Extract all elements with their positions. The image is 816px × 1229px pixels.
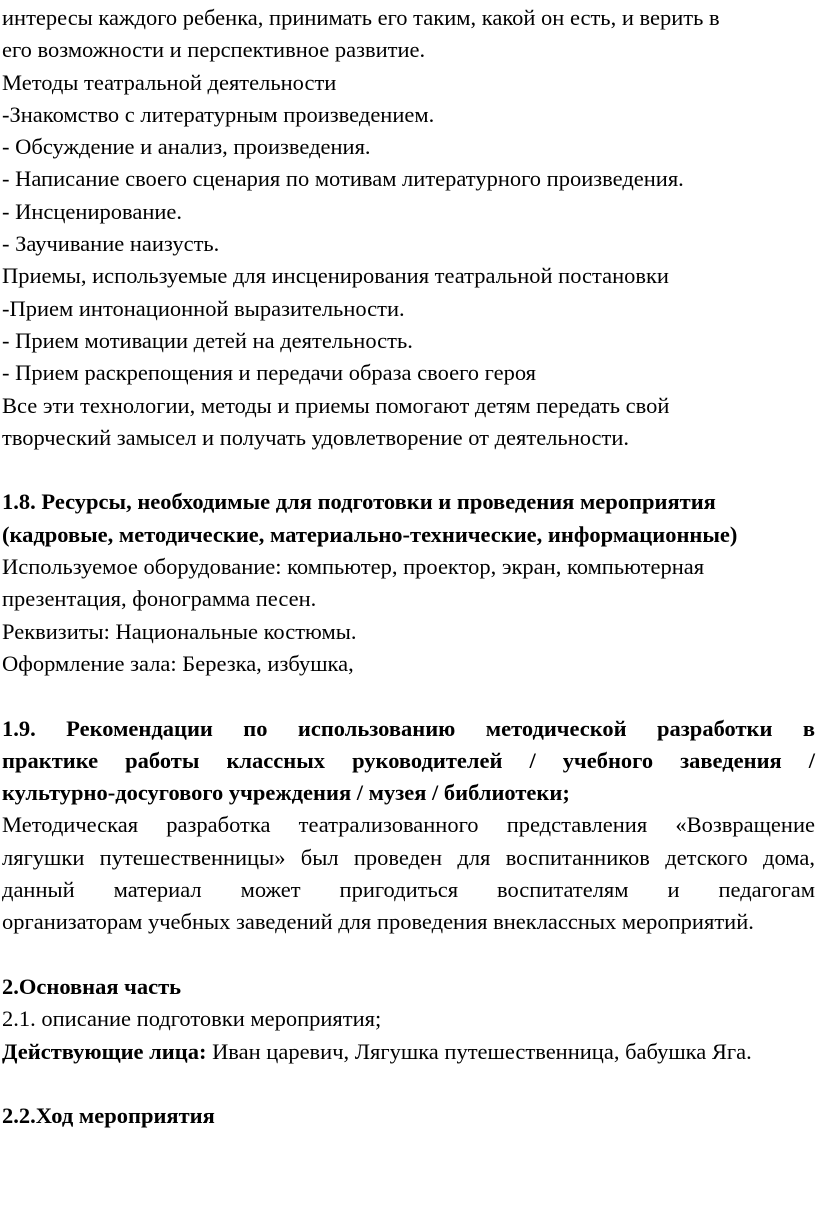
characters-value: Иван царевич, Лягушка путешественница, бабушка Яга. (206, 1038, 752, 1064)
section-1-9-body-line-1: Методическая разработка театрализованного представления «Возвращение (2, 812, 815, 838)
props-line: Реквизиты: Национальные костюмы. (2, 618, 357, 644)
paragraph-gap (2, 1068, 815, 1100)
section-1-8-title-line-1: 1.8. Ресурсы, необходимые для подготовки и проведения мероприятия (2, 489, 716, 515)
techniques-item: - Прием раскрепощения и передачи образа своего героя (2, 360, 536, 386)
section-1-8-title-line-2: (кадровые, методические, материально-технические, информационные) (2, 521, 738, 547)
methods-item: - Инсценирование. (2, 198, 183, 224)
methods-item: - Написание своего сценария по мотивам литературного произведения. (2, 166, 684, 192)
methods-heading: Методы театральной деятельности (2, 69, 337, 95)
section-1-9-title-line-1: 1.9. Рекомендации по использованию методической разработки в (2, 715, 815, 741)
techniques-item: - Прием мотивации детей на деятельность. (2, 327, 413, 353)
section-1-9-body-line-4: организаторам учебных заведений для проведения внеклассных мероприятий. (2, 909, 754, 935)
methods-item: - Обсуждение и анализ, произведения. (2, 134, 371, 160)
intro-line-1: интересы каждого ребенка, принимать его таким, какой он есть, и верить в (2, 5, 720, 30)
techniques-summary-line-2: творческий замысел и получать удовлетворение от деятельности. (2, 424, 630, 450)
characters-line (2, 1036, 815, 1068)
paragraph-gap (2, 680, 815, 712)
paragraph-gap (2, 454, 815, 486)
section-2-2-title: 2.2.Ход мероприятия (2, 1103, 215, 1129)
techniques-item: -Прием интонационной выразительности. (2, 295, 405, 321)
characters-label: Действующие лица: (2, 1038, 207, 1064)
equipment-line-2: презентация, фонограмма песен. (2, 586, 317, 612)
methods-item: - Заучивание наизусть. (2, 231, 220, 257)
section-1-9-body-line-3: данный материал может пригодиться воспитателям и педагогам (2, 877, 815, 903)
equipment-line-1: Используемое оборудование: компьютер, проектор, экран, компьютерная (2, 554, 705, 580)
subsection-2-1: 2.1. описание подготовки мероприятия; (2, 1006, 382, 1032)
section-1-9-body-line-2: лягушки путешественницы» был проведен для воспитанников детского дома, (2, 844, 815, 870)
techniques-summary-line-1: Все эти технологии, методы и приемы помогают детям передать свой (2, 392, 670, 418)
intro-line-2: его возможности и перспективное развитие. (2, 37, 426, 63)
section-1-9-title-line-3: культурно-досугового учреждения / музея / библиотеки; (2, 780, 570, 806)
document-page (2, 2, 815, 1132)
decor-line: Оформление зала: Березка, избушка, (2, 650, 354, 676)
paragraph-gap (2, 939, 815, 971)
techniques-heading: Приемы, используемые для инсценирования театральной постановки (2, 263, 669, 289)
section-1-9-title-line-2: практике работы классных руководителей / учебного заведения / (2, 747, 815, 773)
methods-item: -Знакомство с литературным произведением. (2, 101, 435, 127)
section-2-title: 2.Основная часть (2, 973, 182, 999)
